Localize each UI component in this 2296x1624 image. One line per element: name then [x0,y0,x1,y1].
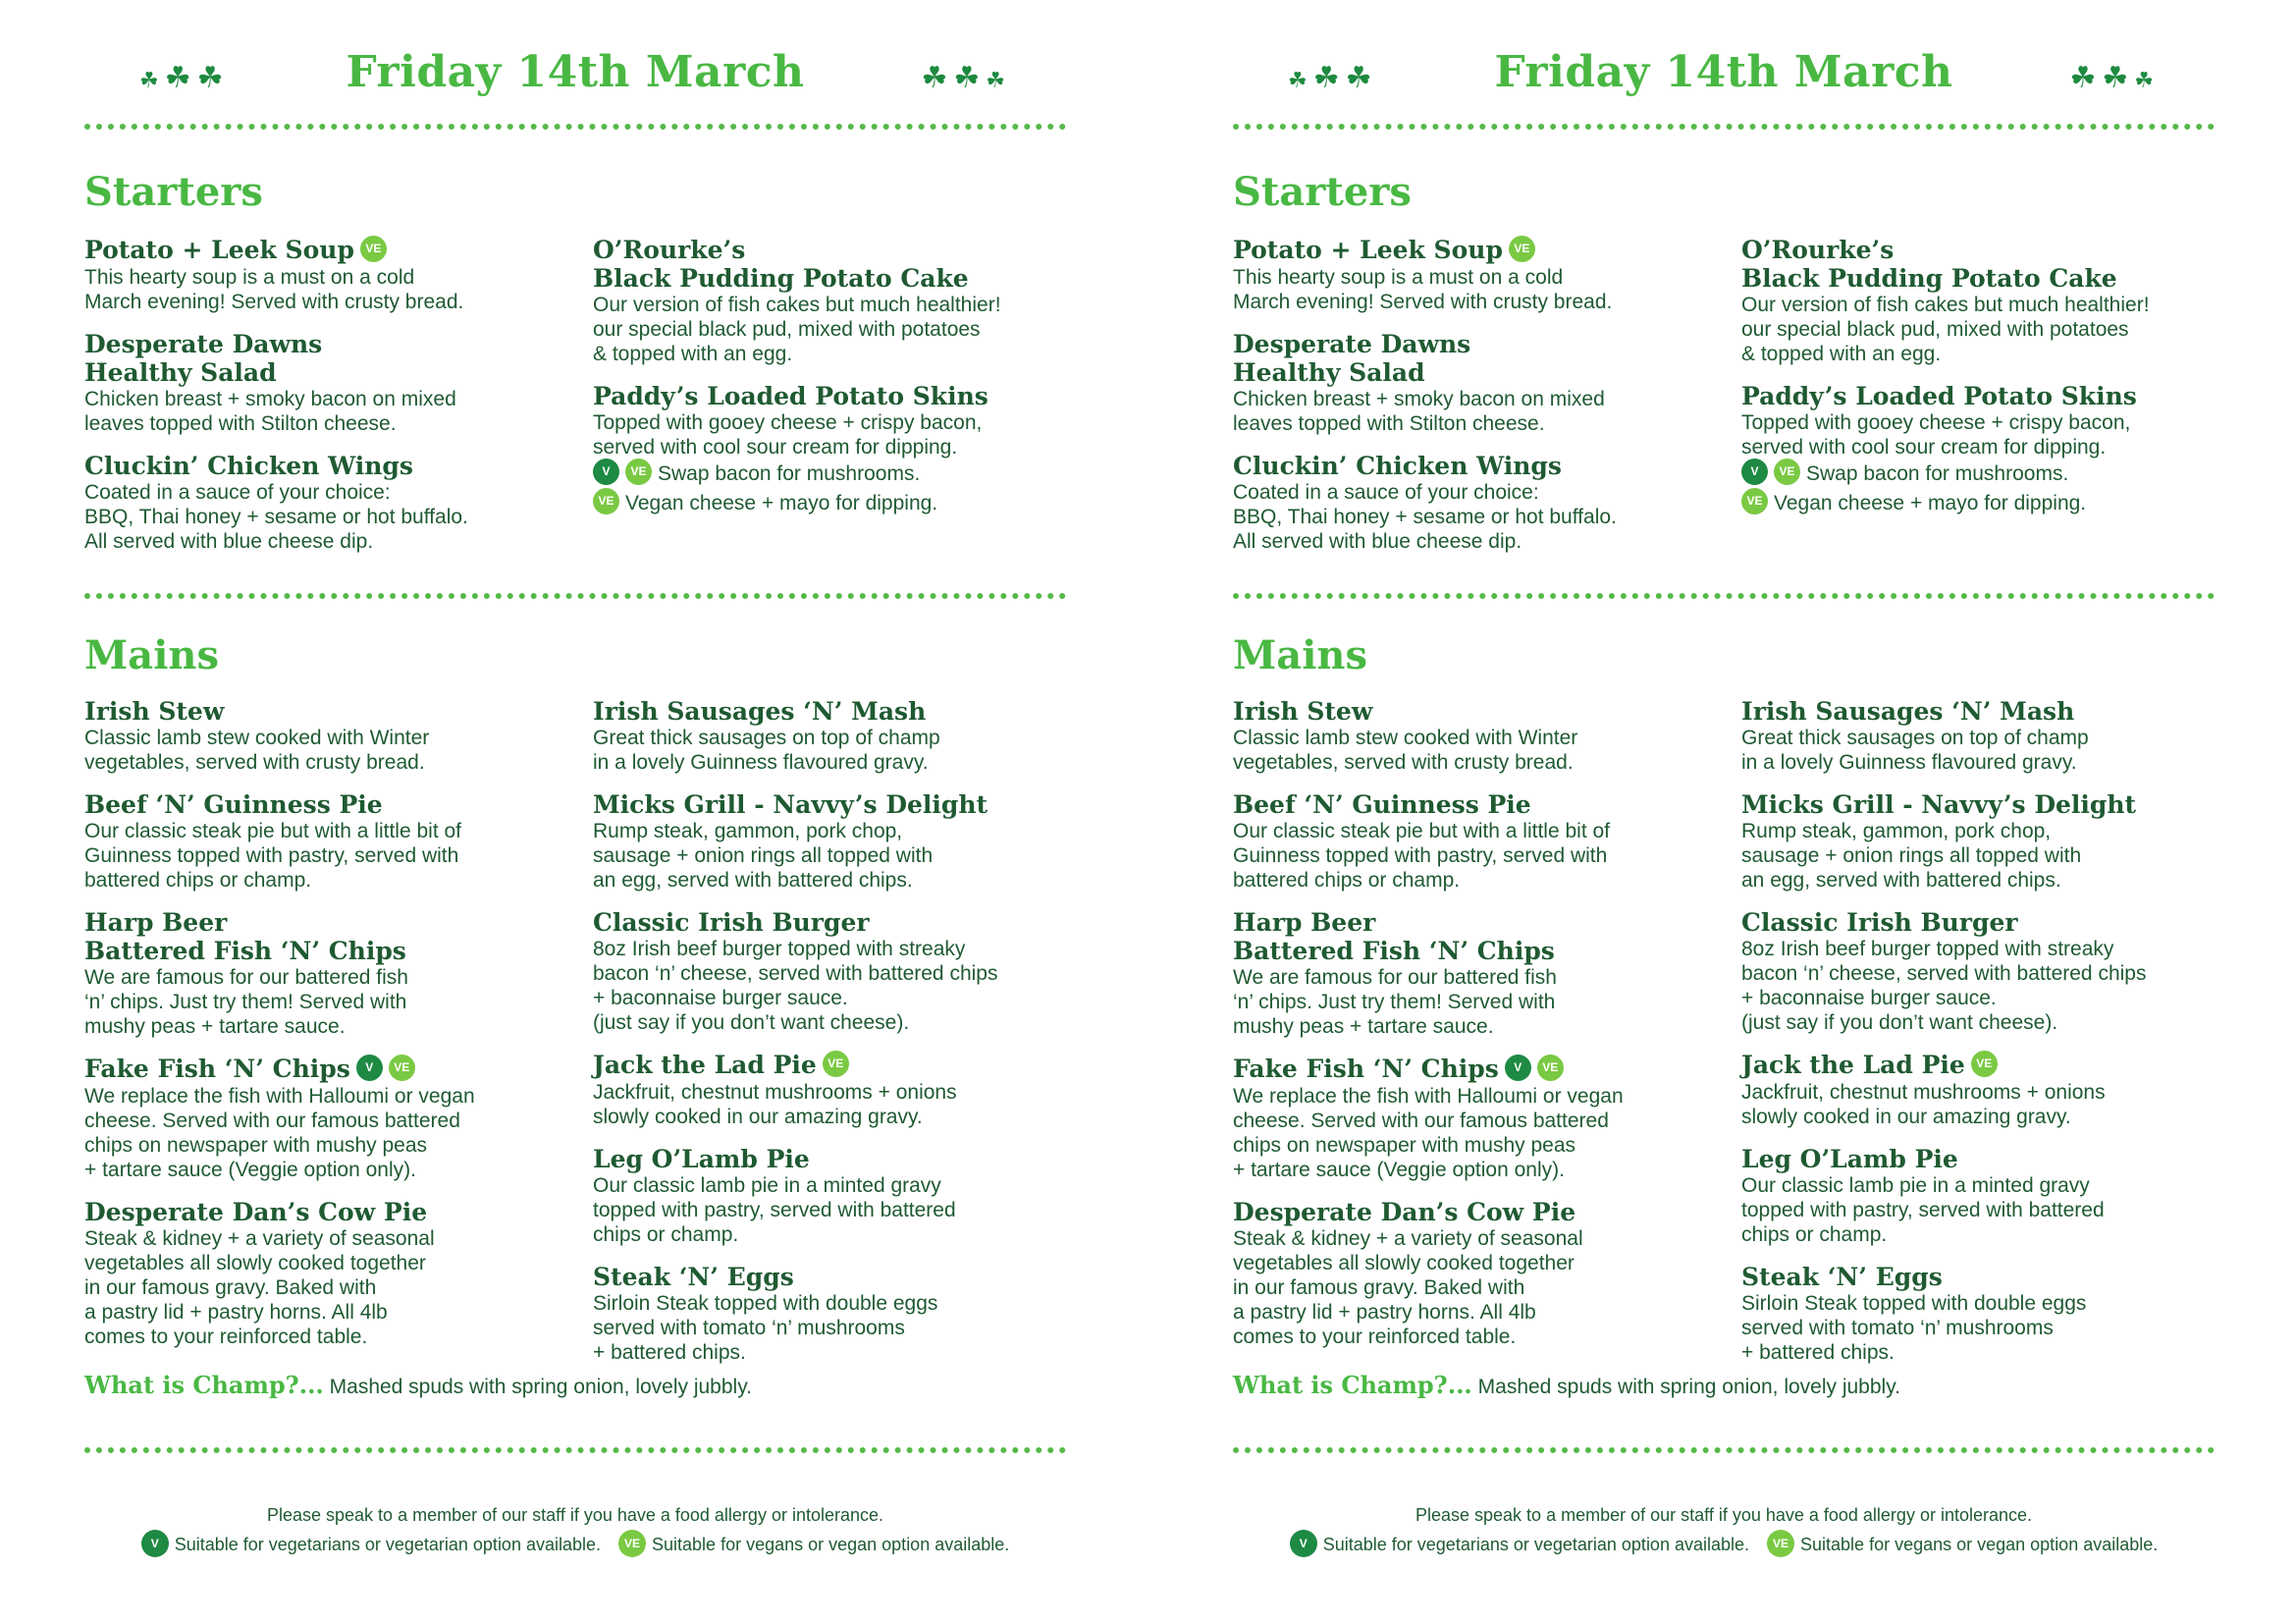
item-description: Sirloin Steak topped with double eggs served with tomato ‘n’ mushrooms + battered chips. [1741,1292,2087,1364]
item-name: Leg O’Lamb Pie [1741,1145,1958,1173]
menu-item [1233,236,1724,314]
header [1233,47,2215,106]
item-name: Potato + Leek Soup [1233,236,1503,264]
menu-item [1233,697,1724,775]
vegan-legend: Suitable for vegans or vegan option available. [1800,1534,2159,1554]
diet-note: V VE Swap bacon for mushrooms. [1741,460,2232,489]
menu-item [1741,697,2232,775]
vegan-badge-icon: VE [1767,1530,1794,1557]
menu-page-right [1233,0,2215,1624]
item-name: Cluckin’ Chicken Wings [1233,452,1562,480]
menu-item [593,1051,1084,1129]
menu-item [1233,790,1724,893]
diet-note: VE Vegan cheese + mayo for dipping. [593,489,1084,518]
item-name: Micks Grill - Navvy’s Delight [1741,790,2137,819]
menu-item [1741,236,2232,366]
item-description: Jackfruit, chestnut mushrooms + onions slowly cooked in our amazing gravy. [1741,1081,2106,1128]
menu-item [593,1263,1084,1365]
item-description: Chicken breast + smoky bacon on mixed leaves topped with Stilton cheese. [1233,388,1605,435]
item-name: Paddy’s Loaded Potato Skins [1741,382,2137,410]
item-name: O’Rourke’s Black Pudding Potato Cake [593,236,969,293]
vegan-badge-icon: VE [1741,488,1768,514]
item-name: Irish Sausages ‘N’ Mash [593,697,927,726]
item-description: Our classic lamb pie in a minted gravy topped with pastry, served with battered chips or champ. [1741,1174,2105,1246]
menu-item [1233,908,1724,1039]
menu-item [84,1198,575,1349]
section-title-mains: Mains [84,632,219,678]
section-title-starters: Starters [84,169,263,215]
item-name: Leg O’Lamb Pie [593,1145,810,1173]
menu-item [1233,1055,1724,1182]
section-title-mains: Mains [1233,632,1367,678]
page-title: Friday 14th March [1494,47,1953,97]
item-name: Paddy’s Loaded Potato Skins [593,382,988,410]
item-name: O’Rourke’s Black Pudding Potato Cake [1741,236,2117,293]
item-name: Irish Sausages ‘N’ Mash [1741,697,2075,726]
allergy-notice: Please speak to a member of our staff if you have a food allergy or intolerance. [1415,1505,2033,1525]
shamrock-icon: ☘☘☘ [139,62,230,94]
item-name: Beef ‘N’ Guinness Pie [1233,790,1531,819]
allergy-notice: Please speak to a member of our staff if you have a food allergy or intolerance. [266,1505,884,1525]
item-description: Jackfruit, chestnut mushrooms + onions slowly cooked in our amazing gravy. [593,1081,957,1128]
shamrock-icon: ☘☘☘ [921,62,1011,94]
vegetarian-legend: Suitable for vegetarians or vegetarian option available. [1322,1534,1750,1554]
menu-item [84,697,575,775]
item-name: Potato + Leek Soup [84,236,354,264]
diet-note: VE Vegan cheese + mayo for dipping. [1741,489,2232,518]
item-name: Steak ‘N’ Eggs [593,1263,794,1291]
menu-item [593,236,1084,366]
item-description: This hearty soup is a must on a cold March evening! Served with crusty bread. [1233,266,1613,313]
starters-column-right [593,236,1084,534]
vegetarian-legend: Suitable for vegetarians or vegetarian option available. [174,1534,602,1554]
item-description: We replace the fish with Halloumi or vegan cheese. Served with our famous battered chips on newspaper with mushy peas + tartare sauce (Veggie option only). [1233,1085,1624,1181]
menu-item [84,908,575,1039]
menu-item [84,452,575,554]
menu-item [593,697,1084,775]
vegan-badge-icon: VE [625,459,652,485]
menu-page-left [84,0,1066,1624]
item-description: Classic lamb stew cooked with Winter vegetables, served with crusty bread. [1233,727,1578,774]
header [84,47,1066,106]
shamrock-icon: ☘☘☘ [2069,62,2160,94]
item-description: Great thick sausages on top of champ in a lovely Guinness flavoured gravy. [1741,727,2089,774]
menu-item [1741,1145,2232,1247]
item-name: Steak ‘N’ Eggs [1741,1263,1943,1291]
menu-item [593,1145,1084,1247]
vegetarian-badge-icon: V [1505,1055,1531,1081]
menu-item [1233,330,1724,436]
item-description: Classic lamb stew cooked with Winter vegetables, served with crusty bread. [84,727,430,774]
item-name: Harp Beer Battered Fish ‘N’ Chips [1233,908,1555,965]
item-name: Jack the Lad Pie [1741,1051,1965,1079]
item-description: We are famous for our battered fish ‘n’ chips. Just try them! Served with mushy peas + tartare sauce. [84,966,408,1038]
item-description: We are famous for our battered fish ‘n’ chips. Just try them! Served with mushy peas + tartare sauce. [1233,966,1557,1038]
footer [1233,1505,2215,1559]
item-description: Steak & kidney + a variety of seasonal vegetables all slowly cooked together in our famous gravy. Baked with a pastry lid + pastry horns. All 4lb comes to your reinforced table. [84,1227,435,1348]
item-name: Fake Fish ‘N’ Chips [1233,1055,1499,1083]
item-description: Coated in a sauce of your choice: BBQ, Thai honey + sesame or hot buffalo. All served with blue cheese dip. [1233,481,1617,553]
item-description: Our classic steak pie but with a little bit of Guinness topped with pastry, served with battered chips or champ. [1233,820,1610,892]
item-name: Desperate Dan’s Cow Pie [1233,1198,1576,1226]
item-description: Our version of fish cakes but much healthier! our special black pud, mixed with potatoes & topped with an egg. [593,294,1001,365]
divider [1233,1447,2215,1453]
champ-note: What is Champ?... Mashed spuds with spring onion, lovely jubbly. [84,1371,752,1399]
item-description: 8oz Irish beef burger topped with streaky bacon ‘n’ cheese, served with battered chips + baconnaise burger sauce. (just say if you don’t want cheese). [1741,938,2147,1034]
menu-item [1741,908,2232,1035]
item-description: Steak & kidney + a variety of seasonal vegetables all slowly cooked together in our famous gravy. Baked with a pastry lid + pastry horns. All 4lb comes to your reinforced table. [1233,1227,1583,1348]
menu-item [1233,452,1724,554]
item-description: 8oz Irish beef burger topped with streaky bacon ‘n’ cheese, served with battered chips + baconnaise burger sauce. (just say if you don’t want cheese). [593,938,998,1034]
item-description: We replace the fish with Halloumi or vegan cheese. Served with our famous battered chips on newspaper with mushy peas + tartare sauce (Veggie option only). [84,1085,475,1181]
item-description: Our classic steak pie but with a little bit of Guinness topped with pastry, served with battered chips or champ. [84,820,461,892]
page-title: Friday 14th March [346,47,805,97]
diet-note: V VE Swap bacon for mushrooms. [593,460,1084,489]
item-description: Great thick sausages on top of champ in a lovely Guinness flavoured gravy. [593,727,940,774]
item-name: Beef ‘N’ Guinness Pie [84,790,383,819]
menu-item [84,1055,575,1182]
menu-item [1741,1051,2232,1129]
item-description: Rump steak, gammon, pork chop, sausage + onion rings all topped with an egg, served with battered chips. [1741,820,2082,892]
item-description: Chicken breast + smoky bacon on mixed leaves topped with Stilton cheese. [84,388,456,435]
starters-column-right [1741,236,2232,534]
menu-item [593,790,1084,893]
item-description: Rump steak, gammon, pork chop, sausage + onion rings all topped with an egg, served with battered chips. [593,820,934,892]
menu-item [593,382,1084,518]
item-name: Desperate Dawns Healthy Salad [1233,330,1471,387]
vegetarian-badge-icon: V [141,1530,169,1557]
mains-column-left [1233,697,1724,1365]
menu-item [84,790,575,893]
champ-note: What is Champ?... Mashed spuds with spring onion, lovely jubbly. [1233,1371,1900,1399]
vegan-badge-icon: VE [1774,459,1800,485]
item-description: Sirloin Steak topped with double eggs served with tomato ‘n’ mushrooms + battered chips. [593,1292,938,1364]
item-name: Harp Beer Battered Fish ‘N’ Chips [84,908,406,965]
vegetarian-badge-icon: V [356,1055,383,1081]
menu-item [84,236,575,314]
vegan-badge-icon: VE [1509,236,1535,262]
menu-item [593,908,1084,1035]
divider [84,124,1066,130]
item-name: Desperate Dawns Healthy Salad [84,330,323,387]
shamrock-icon: ☘☘☘ [1288,62,1378,94]
vegan-badge-icon: VE [618,1530,646,1557]
vegan-badge-icon: VE [823,1051,849,1077]
vegetarian-badge-icon: V [593,459,619,485]
menu-item [1741,1263,2232,1365]
item-description: Topped with gooey cheese + crispy bacon, served with cool sour cream for dipping. [1741,411,2131,459]
menu-item [1741,790,2232,893]
starters-column-left [84,236,575,569]
item-name: Desperate Dan’s Cow Pie [84,1198,428,1226]
vegan-badge-icon: VE [1537,1055,1564,1081]
item-name: Fake Fish ‘N’ Chips [84,1055,350,1083]
item-name: Irish Stew [1233,697,1373,726]
vegan-badge-icon: VE [389,1055,415,1081]
item-description: This hearty soup is a must on a cold March evening! Served with crusty bread. [84,266,464,313]
item-description: Topped with gooey cheese + crispy bacon, served with cool sour cream for dipping. [593,411,983,459]
divider [84,1447,1066,1453]
item-name: Classic Irish Burger [593,908,870,937]
item-name: Irish Stew [84,697,225,726]
starters-column-left [1233,236,1724,569]
mains-column-right [593,697,1084,1380]
divider [1233,124,2215,130]
item-name: Jack the Lad Pie [593,1051,817,1079]
menu-item [1741,382,2232,518]
divider [84,593,1066,599]
mains-column-right [1741,697,2232,1380]
vegetarian-badge-icon: V [1290,1530,1317,1557]
vegan-badge-icon: VE [360,236,387,262]
item-name: Micks Grill - Navvy’s Delight [593,790,988,819]
vegan-legend: Suitable for vegans or vegan option available. [652,1534,1010,1554]
mains-column-left [84,697,575,1365]
item-name: Cluckin’ Chicken Wings [84,452,413,480]
item-name: Classic Irish Burger [1741,908,2018,937]
footer [84,1505,1066,1559]
menu-item [84,330,575,436]
vegan-badge-icon: VE [1971,1051,1998,1077]
vegan-badge-icon: VE [593,488,619,514]
menu-item [1233,1198,1724,1349]
item-description: Our classic lamb pie in a minted gravy topped with pastry, served with battered chips or champ. [593,1174,956,1246]
section-title-starters: Starters [1233,169,1412,215]
vegetarian-badge-icon: V [1741,459,1768,485]
divider [1233,593,2215,599]
item-description: Our version of fish cakes but much healthier! our special black pud, mixed with potatoes & topped with an egg. [1741,294,2150,365]
item-description: Coated in a sauce of your choice: BBQ, Thai honey + sesame or hot buffalo. All served with blue cheese dip. [84,481,468,553]
